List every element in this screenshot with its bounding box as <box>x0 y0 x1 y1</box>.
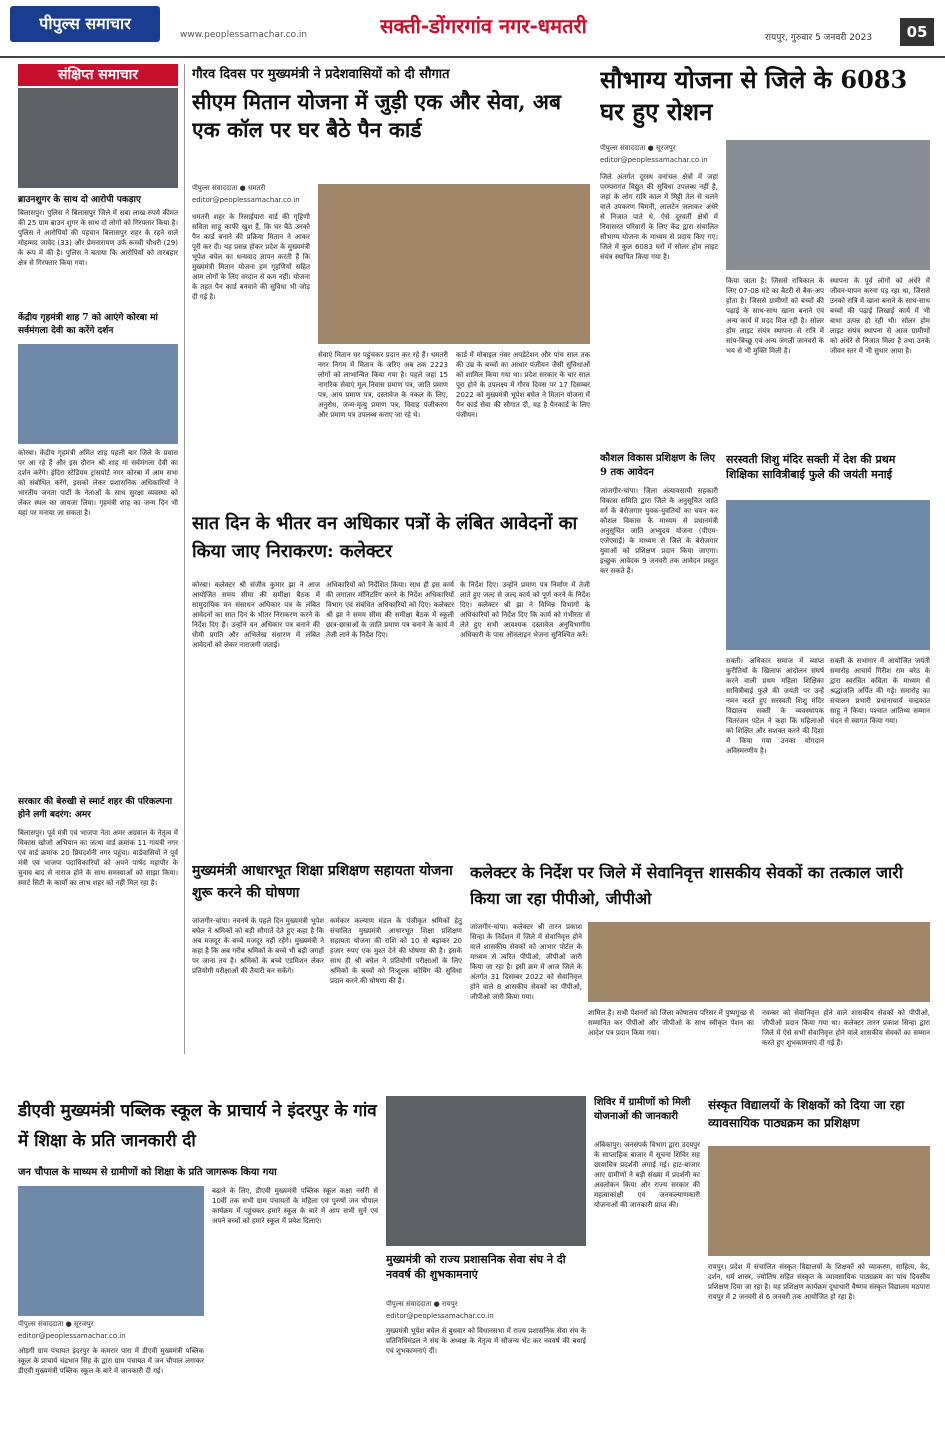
saraswati-headline: सरस्वती शिशु मंदिर सक्ती में देश की प्रथम शिक्षिका सावित्रीबाई फुले की जयंती मनाई <box>726 453 896 481</box>
shivir-headline: शिविर में ग्रामीणों को मिली योजनाओं की जानकारी <box>594 1097 691 1122</box>
lead-photo <box>318 184 590 344</box>
saubhagya-photo <box>726 140 930 270</box>
ppo-body-1: जांजगीर-चांपा। कलेक्टर श्री तारन प्रकाश सिन्हा के निर्देशन में जिले में सेवानिवृत्त होने वाले शासकीय सेवकों को आभार पोर्टल के माध्यम से त्वरित पीपीओ, जीपीओ जारी किया जा रहा है। इसी क्रम में आज जिले के अंतर्गत 31 दिसम्बर 2022 को सेवानिवृत्त होने वाले 8 शासकीय सेवकों का पीपीओ, जीपीओ जारी किया गया। <box>470 923 582 1001</box>
van-body-1: कोरबा। कलेक्टर श्री संजीव कुमार झा ने आज आयोजित समय सीमा की समीक्षा बैठक में सामुदायिक वन संसाधन अधिकार पत्र के लंबित आवेदनों का सात दिन के भीतर निराकरण करने के निर्देश दिए हैं। उन्होंने वन अधिकार पत्र बनाने की धीमी प्रगति और अभिलेख संधारण में लंबित आवेदनों को लेकर नाराजगी जताई। <box>192 581 320 649</box>
lead-email: editor@peoplessamachar.co.in <box>192 196 300 204</box>
brand-logo: पीपुल्स समाचार <box>10 6 160 42</box>
saraswati-body-1: सक्ती। अधिकार समाज में व्याप्त कुरीतियों के खिलाफ आंदोलन संघर्ष करने वाली प्रथम महिला शिक्षिका सावित्रीबाई फुले की जयंती पर उन्हें नमन करते हुए सरस्वती शिशु मंदिर विद्यालय सक्ती के व्यवस्थापक चितरंजन पटेल ने कहा कि महिलाओं को शिक्षित और सशक्त करने की दिशा में किया गया उनका योगदान अविस्मरणीय है। <box>726 657 824 755</box>
saubhagya-email: editor@peoplessamachar.co.in <box>600 156 708 164</box>
ppo-headline: कलेक्टर के निर्देश पर जिले में सेवानिवृत्त शासकीय सेवकों का तत्काल जारी किया जा रहा पीपीओ, जीपीओ <box>470 863 903 908</box>
van-body-3: के निर्देश दिए। उन्होंने प्रमाण पत्र निर्माण में तेजी लाते हुए जल्द से जल्द कार्य को पूर्ण करने के निर्देश दिए। कलेक्टर श्री झा ने विभिन्न विभागों के अधिकारियों को निर्देश दिए कि कार्य को गंभीरता से लेते हुए सभी आवश्यक दस्तावेज अनुविभागीय अधिकारी के पास ऑनलाइन भेजना सुनिश्चित करें। <box>460 581 590 639</box>
saubhagya-body-3: स्थापना के पूर्व लोगों को अंधेरे में जीवन-यापन करना पड़ रहा था, जिससे उनको रात्रि में खाना बनाने के साथ-साथ बच्चों की पढ़ाई लिखाई कार्य में भी बाधा उत्पन्न हो रही थी। सोलर होम लाइट संयंत्र स्थापना से आज ग्रामीणों को अंधेरे से निजात मिला है तथा उनके जीवन स्तर में भी सुधार आया है। <box>830 277 930 355</box>
ppo-body-2: शामिल है। सभी पेंशनरों को जिला कोषालय परिसर में पुष्पगुच्छ से सम्मानित कर पीपीओ और जीपीओ के साथ स्वीकृत पेंशन का आदेश पत्र प्रदान किया गया। <box>588 1009 754 1037</box>
cm-caption: मुख्यमंत्री को राज्य प्रशासनिक सेवा संघ ने दी नववर्ष की शुभकामनाएं <box>386 1253 566 1281</box>
kaushal-body: जांजगीर-चांपा। जिला अंत्यावसायी सहकारी विकास समिति द्वारा जिले के अनुसूचित जाति वर्ग के बेरोजगार युवक-युवतियों का चयन कर कौशल विकास के माध्यम से प्रधानमंत्री अनुसूचित जाति अभ्युदय योजना (पीएम-एजेएवाई) के माध्यम से जिले के बेरोजगार युवाओं को प्रशिक्षण प्रदान किया जाएगा। इच्छुक आवेदक 9 जनवरी तक आवेदन प्रस्तुत कर सकते हैं। <box>600 487 718 575</box>
kaushal-headline: कौशल विकास प्रशिक्षण के लिए 9 तक आवेदन <box>600 453 716 478</box>
brief-3-body: बिलासपुर। पूर्व मंत्री एवं भाजपा नेता अमर अग्रवाल के नेतृत्व में विकास खोजो अभियान का जत्था वार्ड क्रमांक 11 गायत्री नगर एवं वार्ड क्रमांक 20 प्रियदर्शनी नगर पहुंचा। वार्डवासियों ने पूर्व मंत्री एवं भाजपा पदाधिकारियों को अपने पार्षद महापौर के चुनाव बाद से नाराज होने के साथ समस्याओं को साझा किया। स्मार्ट सिटी के कार्यों का लाभ शहर को नहीं मिल रहा है। <box>18 829 178 887</box>
dav-body-1: ओड़गी ग्राम पंचायत इंदरपुर के कमरार पारा में डीएवी मुख्यमंत्री पब्लिक स्कूल के प्राचार्य चंद्रभान सिंह के द्वारा ग्राम पंचायत में जन चौपाल लगाकर डीएवी मुख्यमंत्री पब्लिक स्कूल के बारे में जानकारी दी गई। <box>18 1347 204 1375</box>
masthead <box>0 0 945 58</box>
lead-byline: पीपुल्स संवाददाता ● धमतरी <box>192 184 266 192</box>
van-body-2: अधिकारियों को निर्देशित किया। साथ ही इस कार्य की लगातार मॉनिटरिंग करने के निर्देश अधिकारियों विभाग एवं संबंधित अधिकारियों को दिए। कलेक्टर श्री झा ने समय सीमा की समीक्षा बैठक में स्कूली छात्र-छात्राओं के जाति प्रमाण पत्र बनाने के कार्य में तेजी लाने के निर्देश दिए। <box>326 581 454 639</box>
lead-body-3: कार्ड में मोबाइल नंबर अपडेटेशन और पांच साल तक की उम्र के बच्चों का आधार पंजीयन जैसी सुविधाओं को शामिल किया गया था। प्रदेश सरकार के चार साल पूरा होने के उपलक्ष्य में गौरव दिवस पर 17 दिसम्बर 2022 को मुख्यमंत्री भूपेश बघेल ने मितान योजना में पैन कार्ड सेवा की सौगात दी, यह है पैनकार्ड के लिए पंजीयन। <box>456 351 590 419</box>
shiksha-headline: मुख्यमंत्री आधारभूत शिक्षा प्रशिक्षण सहायता योजना शुरू करने की घोषणा <box>192 863 453 901</box>
ppo-photo <box>588 922 930 1002</box>
edition-date: रायपुर, गुरुवार 5 जनवरी 2023 <box>765 33 873 43</box>
page-number: 05 <box>900 18 934 46</box>
brief-3-title: सरकार की बेरुखी से स्मार्ट शहर की परिकल्पना होने लगी बदरंग: अमर <box>18 797 173 820</box>
cm-byline: पीपुल्स संवाददाता ● रायपुर <box>386 1300 458 1308</box>
column-divider <box>184 64 185 1054</box>
dav-headline: डीएवी मुख्यमंत्री पब्लिक स्कूल के प्राचार्य ने इंदरपुर के गांव में शिक्षा के प्रति जानकारी दी <box>18 1101 377 1151</box>
sanskrit-headline: संस्कृत विद्यालयों के शिक्षकों को दिया जा रहा व्यावसायिक पाठ्यक्रम का प्रशिक्षण <box>708 1098 905 1130</box>
sanskrit-photo <box>708 1146 930 1256</box>
brief-photo-1 <box>18 88 178 188</box>
saubhagya-byline: पीपुल्स संवाददाता ● सूरजपुर <box>600 144 676 152</box>
cm-email: editor@peoplessamachar.co.in <box>386 1312 494 1320</box>
van-headline: सात दिन के भीतर वन अधिकार पत्रों के लंबित आवेदनों का किया जाए निराकरण: कलेक्टर <box>192 513 578 562</box>
dav-byline: पीपुल्स संवाददाता ● सूरजपुर <box>18 1320 94 1328</box>
shiksha-body-2: कर्मकार कल्याण मंडल के पंजीकृत श्रमिकों हेतु संचालित मुख्यमंत्री आधारभूत शिक्षा प्रशिक्षण सहायता योजना की राशि को 10 से बढ़ाकर 20 हजार रुपए एक मुश्त देने की घोषणा की है। इसके साथ ही श्री बघेल ने प्रतियोगी परीक्षाओं के लिए श्रमिकों के बच्चों को निःशुल्क कोचिंग की सुविधा प्रदान करने की घोषणा की है। <box>330 917 462 985</box>
saubhagya-body-1: जिले अंतर्गत दूरस्थ वनांचल क्षेत्रों में जहां परम्परागत विद्युत की सुविधा उपलब्ध नहीं है, जहां के लोग रात्रि काल में मिट्टी तेल से चलने वाले उपकरण चिमनी, लालटेन जलाकर अंधेरे से निजात पाते थे, ऐसे दूरवर्ती क्षेत्रों में निवासरत परिवारों के लिए केंद्र द्वारा संचालित सौभाग्य योजना के माध्यम से प्रदाय किए गए। जिले में कुल 6083 घरों में सोलर होम लाइट संयंत्र स्थापित किया गया है। <box>600 173 718 261</box>
saubhagya-headline: सौभाग्य योजना से जिले के 6083 घर हुए रोशन <box>600 65 908 126</box>
website-url: www.peoplessamachar.co.in <box>180 30 308 40</box>
brief-1-title: ब्राउनशुगर के साथ दो आरोपी पकड़ाए <box>18 195 141 205</box>
brief-1-body: बिलासपुर। पुलिस ने बिलासपुर जिले में सबा लाख रुपये कीमत की 25 ग्राम ब्राउन शुगर के साथ दो लोगों को गिरफ्तार किया है। पुलिस ने आरोपियों की पहचान बिलासपुर शहर के रहने वाले मोहम्मद जावेद (33) और प्रेमनारायण उर्फ रूच्ची चौधरी (29) के रूप में की है। पुलिस ने बताया कि आरोपियों को तारबहार क्षेत्र से गिरफ्तार किया गया। <box>18 209 178 267</box>
brief-news-label: संक्षिप्त समाचार <box>18 64 178 86</box>
brief-2-title: केंद्रीय गृहमंत्री शाह 7 को आएंगे कोरबा मां सर्वमंगला देवी का करेंगे दर्शन <box>18 313 158 336</box>
lead-kicker: गौरव दिवस पर मुख्यमंत्री ने प्रदेशवासियों को दी सौगात <box>192 67 450 82</box>
brief-2-body: कोरबा। केंद्रीय गृहमंत्री अमित शाह पहली बार जिले के प्रवास पर आ रहे हैं और इस दौरान श्री शाह मां सर्वमंगला देवी का दर्शन करेंगे। इंदिरा स्टेडियम ट्रांसपोर्ट नगर कोरबा में आम सभा को संबोधित करेंगे, इसको लेकर प्रशासनिक अधिकारियों ने भारतीय जनता पार्टी के नेताओं के साथ सुरक्षा व्यवस्था को लेकर स्थल का जायजा लिया। गृहमंत्री शाह का जन्म दिन भी यहां पर मनाया जा सकता है। <box>18 449 178 517</box>
section-title: सक्ती-डोंगरगांव नगर-धमतरी <box>380 14 587 38</box>
dav-body-2: बढ़ाने के लिए, डीएवी मुख्यमंत्री पब्लिक स्कूल कक्षा नर्सरी से 10वीं तक सभी ग्राम पंचायतों के महिला एवं पुरुषों जन चौपाल कार्यक्रम में पहुंचकर हमारे स्कूल के बारे में आप सभी सुनें एवं अपने बच्चों को हमारे स्कूल में प्रवेश दिलाएं। <box>212 1187 378 1225</box>
brief-photo-2 <box>18 344 178 444</box>
shiksha-body-1: जांजगीर-चांपा। नवनर्ष के पहले दिन मुख्यमंत्री भूपेश बघेल ने श्रमिकों को बड़ी सौगातें देते हुए कहा है कि अब मजदूर के बच्चे मजदूर नहीं रहेंगे। मुख्यमंत्री ने कहा है कि अब गरीब श्रमिकों के बच्चे भी बड़ी जगहों पर जाना तय है। श्रमिकों के बच्चे एडमिशन लेकर प्रतियोगी परीक्षाओं की तैयारी कर सकेंगे। <box>192 917 324 975</box>
saubhagya-body-2: किया जाता है। जिससे रात्रिकाल के लिए 07-08 घंटे का बैटरी से बैक-अप होता है। जिससे ग्रामीणों को बच्चों की पढ़ाई के साथ-साथ खाना बनाने एवं अन्य कार्य में मदद मिल रही है। सोलर होम लाइट संयंत्र स्थापना से रात्रि में सांप-बिच्छू एवं अन्य जंगली जानवरों के भय से भी मुक्ति मिली है। <box>726 277 824 355</box>
ppo-body-3: नवम्बर को सेवानिवृत्त होने वाले शासकीय सेवकों को पीपीओ, जीपीओ प्रदान किया गया था। कलेक्टर तारन प्रकाश सिन्हा द्वारा जिले में ऐसे सभी सेवानिवृत्त होने वाले शासकीय सेवकों का सम्मान करते हुए शुभकामनाएं दी गई हैं। <box>762 1009 930 1047</box>
cm-body: मुख्यमंत्री भूपेश बघेल से बुधवार को विधानसभा में राज्य प्रशासनिक सेवा संघ के प्रतिनिधिमंडल ने संघ के अध्यक्ष के नेतृत्व में सौजन्य भेंट कर नववर्ष की बधाई एवं शुभकामनाएं दीं। <box>386 1327 586 1355</box>
shivir-body: अंबिकापुर। जनसंपर्क विभाग द्वारा उदयपुर के साप्ताहिक बाजार में सूचना शिविर सह छायाचित्र प्रदर्शनी लगाई गई। हाट-बाजार आए ग्रामीणों ने बड़ी संख्या में प्रदर्शनी का अवलोकन किया और राज्य सरकार की महत्वाकांक्षी एवं जनकल्याणकारी योजनाओं की जानकारी प्राप्त की। <box>594 1141 700 1209</box>
lead-body-1: धमतरी शहर के रिसाईपारा वार्ड की गृहिणी सविता साहू काफी खुश हैं, कि घर बैठे उनको पैन कार्ड बनाने की प्रक्रिया मितान ने आकर पूरी कर दी। यह प्रसन्न होकर प्रदेश के मुख्यमंत्री भूपेश बघेल का धन्यवाद ज्ञापन करती हैं कि मुख्यमंत्री मितान योजना हम गृहणियों सहित आम लोगों के लिए वरदान से कम नहीं। योजना के तहत पैन कार्ड बनवाने की सुविधा भी जोड़ दी गई है। <box>192 213 310 301</box>
dav-email: editor@peoplessamachar.co.in <box>18 1332 126 1340</box>
dav-photo <box>18 1186 204 1316</box>
dav-subheadline: जन चौपाल के माध्यम से ग्रामीणों को शिक्षा के प्रति जागरूक किया गया <box>18 1167 277 1178</box>
sanskrit-body: रायपुर। प्रदेश में संचालित संस्कृत विद्यालयों के शिक्षकों को व्याकरण, साहित्य, वेद, दर्शन, धर्म शास्त्र, ज्योतिष सहित संस्कृत के व्यावसायिक पाठ्यक्रम का पांच दिवसीय प्रशिक्षण दिया जा रहा है। यह प्रशिक्षण कार्यक्रम दूधाधारी वैष्णव संस्कृत विद्यालय मठपारा रायपुर में 2 जनवरी से 6 जनवरी तक आयोजित हो रहा है। <box>708 1263 930 1301</box>
cm-photo <box>386 1096 586 1246</box>
lead-body-2: सेवाएं मितान घर पहुंचकर प्रदान कर रहे हैं। धमतरी नगर निगम में मितान के जरिए अब तक 2223 लोगों को लाभान्वित किया गया है। पहले जहां 15 नागरिक सेवाएं मूल निवास प्रमाण पत्र, जाति प्रमाण पत्र, आय प्रमाण पत्र, दस्तावेज के नकल के लिए, अनुरोध, जन्म-मृत्यु प्रमाण पत्र, विवाह पंजीकरण और प्रमाण पत्र उपलब्ध कराए जा रहे थे। <box>318 351 448 419</box>
lead-headline: सीएम मितान योजना में जुड़ी एक और सेवा, अब एक कॉल पर घर बैठे पैन कार्ड <box>192 89 561 142</box>
saraswati-photo <box>726 500 930 650</box>
saraswati-body-2: सक्ती के सभागार में आयोजित जयंती समारोह आचार्य गिरीश राम बरेठ के द्वारा स्वरचित कविता के माध्यम से श्रद्धांजलि अर्पित की गई। समारोह का संचालन प्रभारी प्रधानाचार्य चन्द्रकांत साहू ने किया। पश्चात आतिथ्य सम्मान चंदन से स्वागत किया गया। <box>830 657 930 725</box>
